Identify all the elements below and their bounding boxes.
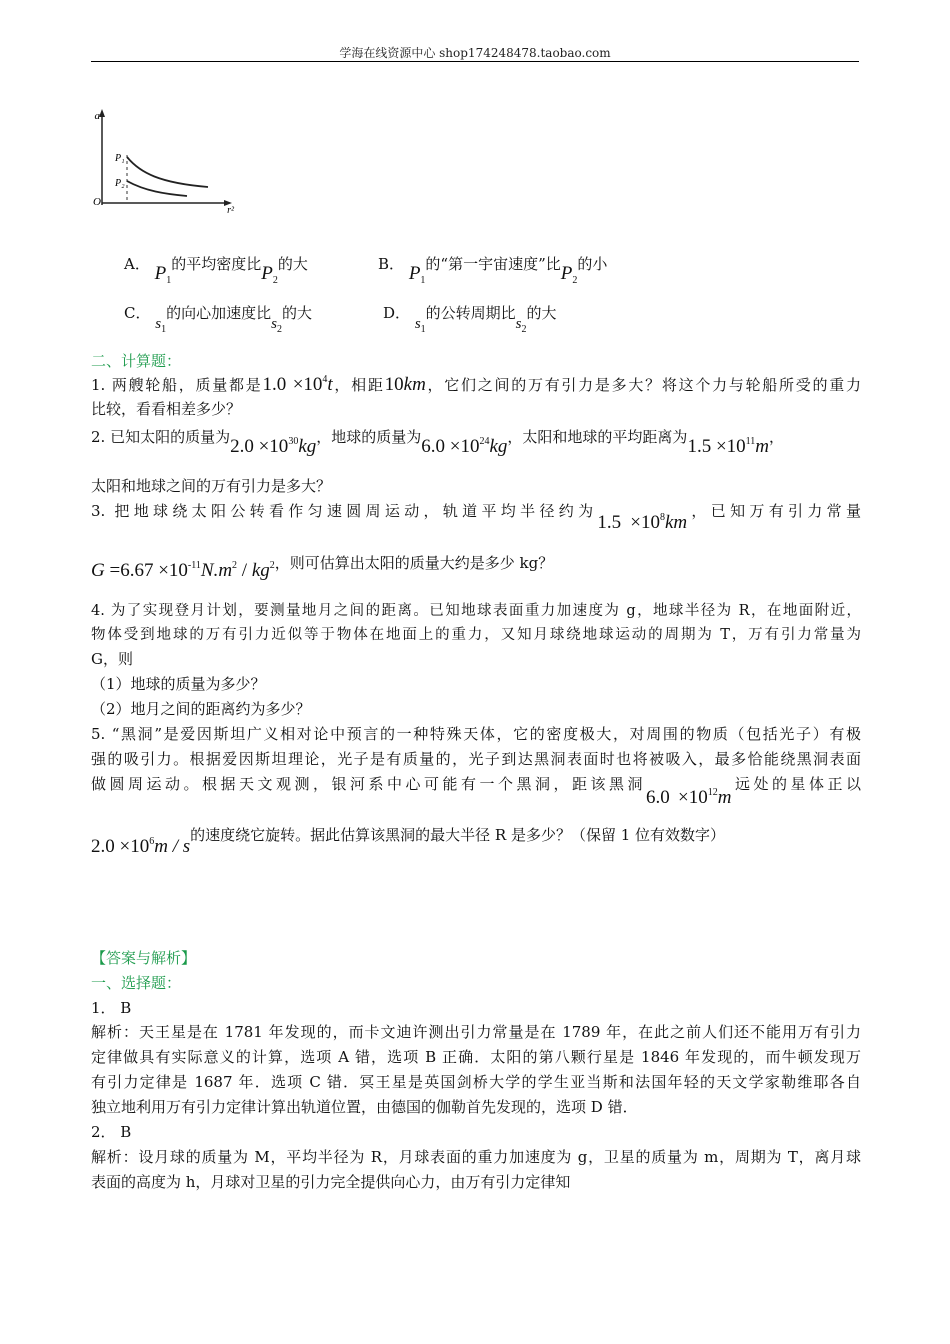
answer-2-line-1: 解析：设月球的质量为 M，平均半径为 R，月球表面的重力加速度为 g，卫星的质量为 m，周期为 T，离月球: [91, 1148, 861, 1166]
answer-1-line-1: 解析：天王星是在 1781 年发现的，而卡文迪许测出引力常量是在 1789 年，在此之前人们还不能用万有引力: [91, 1023, 861, 1041]
graph-label-p2: P₂: [115, 178, 125, 189]
answer-2-line-2: 表面的高度为 h，月球对卫星的引力完全提供向心力，由万有引力定律知: [91, 1173, 571, 1191]
option-a-p2: $P_2$: [261, 263, 278, 286]
option-d-s1: $s_1$: [414, 316, 426, 335]
graph-axis-r2: r²: [227, 205, 234, 215]
question-5-line-4: $2.0 \times 10^6m / s$的速度绕它旋转。据此估算该黑洞的最大半径 R 是多少？（保留 1 位有效数字）: [91, 826, 726, 857]
answer-1-line-3: 有引力定律是 1687 年．选项 C 错．冥王星是英国剑桥大学的学生亚当斯和法国年轻的天文学家勒维耶各自: [91, 1073, 861, 1091]
option-a-p1: $P_1$: [154, 263, 172, 286]
graph-curve-1: [127, 157, 208, 187]
question-5-line-1: 5. “黑洞”是爱因斯坦广义相对论中预言的一种特殊天体，它的密度极大，对周围的物质（包括光子）有极: [91, 725, 861, 743]
option-d-s2: $s_2$: [515, 316, 527, 335]
question-1-line-1: 1. 两艘轮船，质量都是$1.0 \times 10^4t$，相距10km，它们之间的万有引力是多大？将这个力与轮船所受的重力: [91, 374, 861, 395]
question-3-line-2: $G =6.67 \times 10^{-11}N.m^2 / kg^2$，则可估算出太阳的质量大约是多少 kg？: [91, 554, 554, 581]
q2-distance: $1.5 \times 10^{11}m$: [687, 436, 770, 457]
question-4-line-2: 物体受到地球的万有引力近似等于物体在地面上的重力，又知月球绕地球运动的周期为 T，万有引力常量为: [91, 627, 861, 643]
answer-1-number: 1． B: [91, 999, 132, 1017]
question-2-line-2: 太阳和地球之间的万有引力是多大？: [91, 477, 332, 495]
header-rule: [91, 61, 859, 62]
q3-gravity-constant: $G =6.67 \times 10^{-11}N.m^2 / kg^2$: [91, 560, 275, 581]
option-c-s1: $s_1$: [155, 316, 167, 335]
option-b-p1: $P_1$: [408, 263, 426, 286]
option-a[interactable]: A． $P_1$的平均密度比$P_2$的大: [124, 255, 308, 286]
answers-title: 【答案与解析】: [91, 949, 197, 967]
q1-mass: $1.0 \times 10^4t$: [262, 374, 333, 395]
q3-radius: $1.5 \times 10^8km$: [597, 512, 688, 533]
answer-2-number: 2． B: [91, 1123, 132, 1141]
q5-speed: $2.0 \times 10^6m / s$: [91, 836, 191, 857]
q2-sun-mass: $2.0 \times 10^{30}kg$: [230, 436, 317, 457]
question-4-sub-2: （2）地月之间的距离约为多少？: [91, 700, 311, 718]
question-4-sub-1: （1）地球的质量为多少？: [91, 675, 266, 693]
graph-label-p1: P₁: [115, 153, 125, 164]
option-b-p2: $P_2$: [560, 263, 578, 286]
q1-distance: 10km: [384, 374, 426, 395]
question-5-line-3: 做圆周运动。根据天文观测，银河系中心可能有一个黑洞，距该黑洞$6.0 \times 10^{12}m$远处的星体正以: [91, 775, 861, 808]
question-4-line-1: 4. 为了实现登月计划，要测量地月之间的距离。已知地球表面重力加速度为 g，地球半径为 R，在地面附近，: [91, 603, 861, 619]
option-b[interactable]: B． $P_1$的“第一宇宙速度”比$P_2$的小: [378, 255, 608, 286]
option-d[interactable]: D． $s_1$的公转周期比$s_2$的大: [383, 304, 557, 335]
answer-1-line-4: 独立地利用万有引力定律计算出轨道位置，由德国的伽勒首先发现的，选项 D 错．: [91, 1098, 638, 1116]
orbit-graph: [90, 105, 240, 215]
question-1-line-2: 比较，看看相差多少？: [91, 400, 242, 418]
graph-origin: O: [93, 196, 101, 208]
answer-1-line-2: 定律做具有实际意义的计算，选项 A 错，选项 B 正确．太阳的第八颗行星是 1846 年发现的，而牛顿发现万: [91, 1048, 861, 1066]
q2-earth-mass: $6.0 \times 10^{24}kg$: [421, 436, 508, 457]
graph-axis-a: a: [94, 110, 100, 122]
option-c[interactable]: C． $s_1$的向心加速度比$s_2$的大: [124, 304, 312, 335]
option-c-s2: $s_2$: [271, 316, 282, 335]
question-2-line-1: 2. 已知太阳的质量为$2.0 \times 10^{30}kg$，地球的质量为$6.0 \times 10^{24}kg$，太阳和地球的平均距离为$1.5 \times 10^{11}m$，: [91, 428, 785, 457]
question-5-line-2: 强的吸引力。根据爱因斯坦理论，光子是有质量的，光子到达黑洞表面时也将被吸入，最多恰能绕黑洞表面: [91, 750, 861, 768]
answers-section-1: 一、选择题：: [91, 974, 182, 992]
q5-distance: $6.0 \times 10^{12}m$: [646, 787, 732, 808]
calc-section-title: 二、计算题：: [91, 352, 182, 370]
question-3-line-1: 3. 把地球绕太阳公转看作匀速圆周运动，轨道平均半径约为$1.5 \times 10^8km$，已知万有引力常量: [91, 502, 861, 533]
question-4-line-3: G，则: [91, 650, 133, 668]
page-header: 学海在线资源中心 shop174248478.taobao.com: [339, 46, 611, 60]
